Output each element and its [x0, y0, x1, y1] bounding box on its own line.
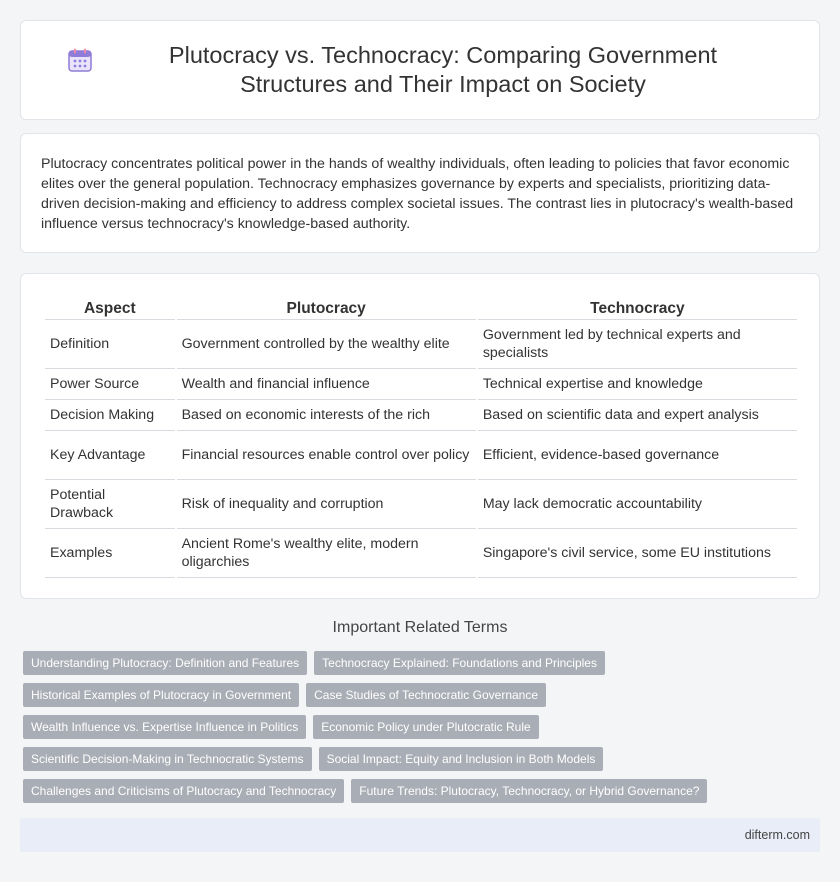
- row-technocracy-cell: Efficient, evidence-based governance: [478, 431, 797, 480]
- related-term-tag[interactable]: Social Impact: Equity and Inclusion in Both Models: [319, 747, 604, 771]
- row-technocracy-cell: Technical expertise and knowledge: [478, 369, 797, 400]
- row-aspect-cell: Definition: [45, 320, 175, 369]
- related-term-tag[interactable]: Understanding Plutocracy: Definition and Features: [23, 651, 307, 675]
- column-header-aspect: Aspect: [45, 296, 175, 320]
- calendar-icon: [67, 47, 93, 73]
- related-term-tag[interactable]: Scientific Decision-Making in Technocratic Systems: [23, 747, 312, 771]
- related-term-tag[interactable]: Wealth Influence vs. Expertise Influence in Politics: [23, 715, 306, 739]
- row-technocracy-cell: May lack democratic accountability: [478, 480, 797, 529]
- row-technocracy-cell: Singapore's civil service, some EU institutions: [478, 529, 797, 578]
- table-header-row: [45, 296, 797, 320]
- column-header-plutocracy: Plutocracy: [177, 296, 476, 320]
- row-aspect-cell: Examples: [45, 529, 175, 578]
- related-term-tag[interactable]: Economic Policy under Plutocratic Rule: [313, 715, 538, 739]
- table-row: [45, 431, 797, 480]
- tag-row: [23, 651, 823, 675]
- related-term-tag[interactable]: Challenges and Criticisms of Plutocracy and Technocracy: [23, 779, 344, 803]
- comparison-card: [20, 273, 820, 599]
- related-terms-heading: Important Related Terms: [332, 619, 508, 636]
- row-technocracy-cell: Government led by technical experts and specialists: [478, 320, 797, 369]
- related-terms-list: [23, 651, 823, 811]
- table-row: [45, 480, 797, 529]
- related-term-tag[interactable]: Case Studies of Technocratic Governance: [306, 683, 546, 707]
- footer-site-link[interactable]: difterm.com: [744, 828, 810, 842]
- table-row: [45, 529, 797, 578]
- row-plutocracy-cell: Risk of inequality and corruption: [177, 480, 476, 529]
- page-title: Plutocracy vs. Technocracy: Comparing Government Structures and Their Impact on Society: [168, 42, 718, 97]
- row-plutocracy-cell: Government controlled by the wealthy elite: [177, 320, 476, 369]
- intro-card: [20, 133, 820, 253]
- intro-paragraph: Plutocracy concentrates political power in the hands of wealthy individuals, often leading to policies that favor economic elites over the general population. Technocracy emphasizes governance by experts and specialists, prioritizing data-driven decision-making and efficiency to address complex societal issues. The contrast lies in plutocracy's wealth-based influence versus technocracy's knowledge-based authority.: [41, 156, 794, 232]
- row-plutocracy-cell: Based on economic interests of the rich: [177, 400, 476, 431]
- comparison-table: [43, 296, 799, 578]
- tag-row: [23, 683, 823, 707]
- column-header-technocracy: Technocracy: [478, 296, 797, 320]
- row-plutocracy-cell: Wealth and financial influence: [177, 369, 476, 400]
- title-wrap: [67, 41, 773, 99]
- row-aspect-cell: Potential Drawback: [45, 480, 175, 529]
- table-row: [45, 320, 797, 369]
- related-term-tag[interactable]: Future Trends: Plutocracy, Technocracy, or Hybrid Governance?: [351, 779, 707, 803]
- tag-row: [23, 715, 823, 739]
- header-card: [20, 20, 820, 120]
- related-term-tag[interactable]: Historical Examples of Plutocracy in Government: [23, 683, 299, 707]
- table-row: [45, 369, 797, 400]
- tag-row: [23, 779, 823, 803]
- table-row: [45, 400, 797, 431]
- row-aspect-cell: Power Source: [45, 369, 175, 400]
- tag-row: [23, 747, 823, 771]
- row-aspect-cell: Key Advantage: [45, 431, 175, 480]
- row-plutocracy-cell: Financial resources enable control over policy: [177, 431, 476, 480]
- row-plutocracy-cell: Ancient Rome's wealthy elite, modern oligarchies: [177, 529, 476, 578]
- related-term-tag[interactable]: Technocracy Explained: Foundations and Principles: [314, 651, 605, 675]
- row-technocracy-cell: Based on scientific data and expert analysis: [478, 400, 797, 431]
- row-aspect-cell: Decision Making: [45, 400, 175, 431]
- footer: [20, 818, 820, 852]
